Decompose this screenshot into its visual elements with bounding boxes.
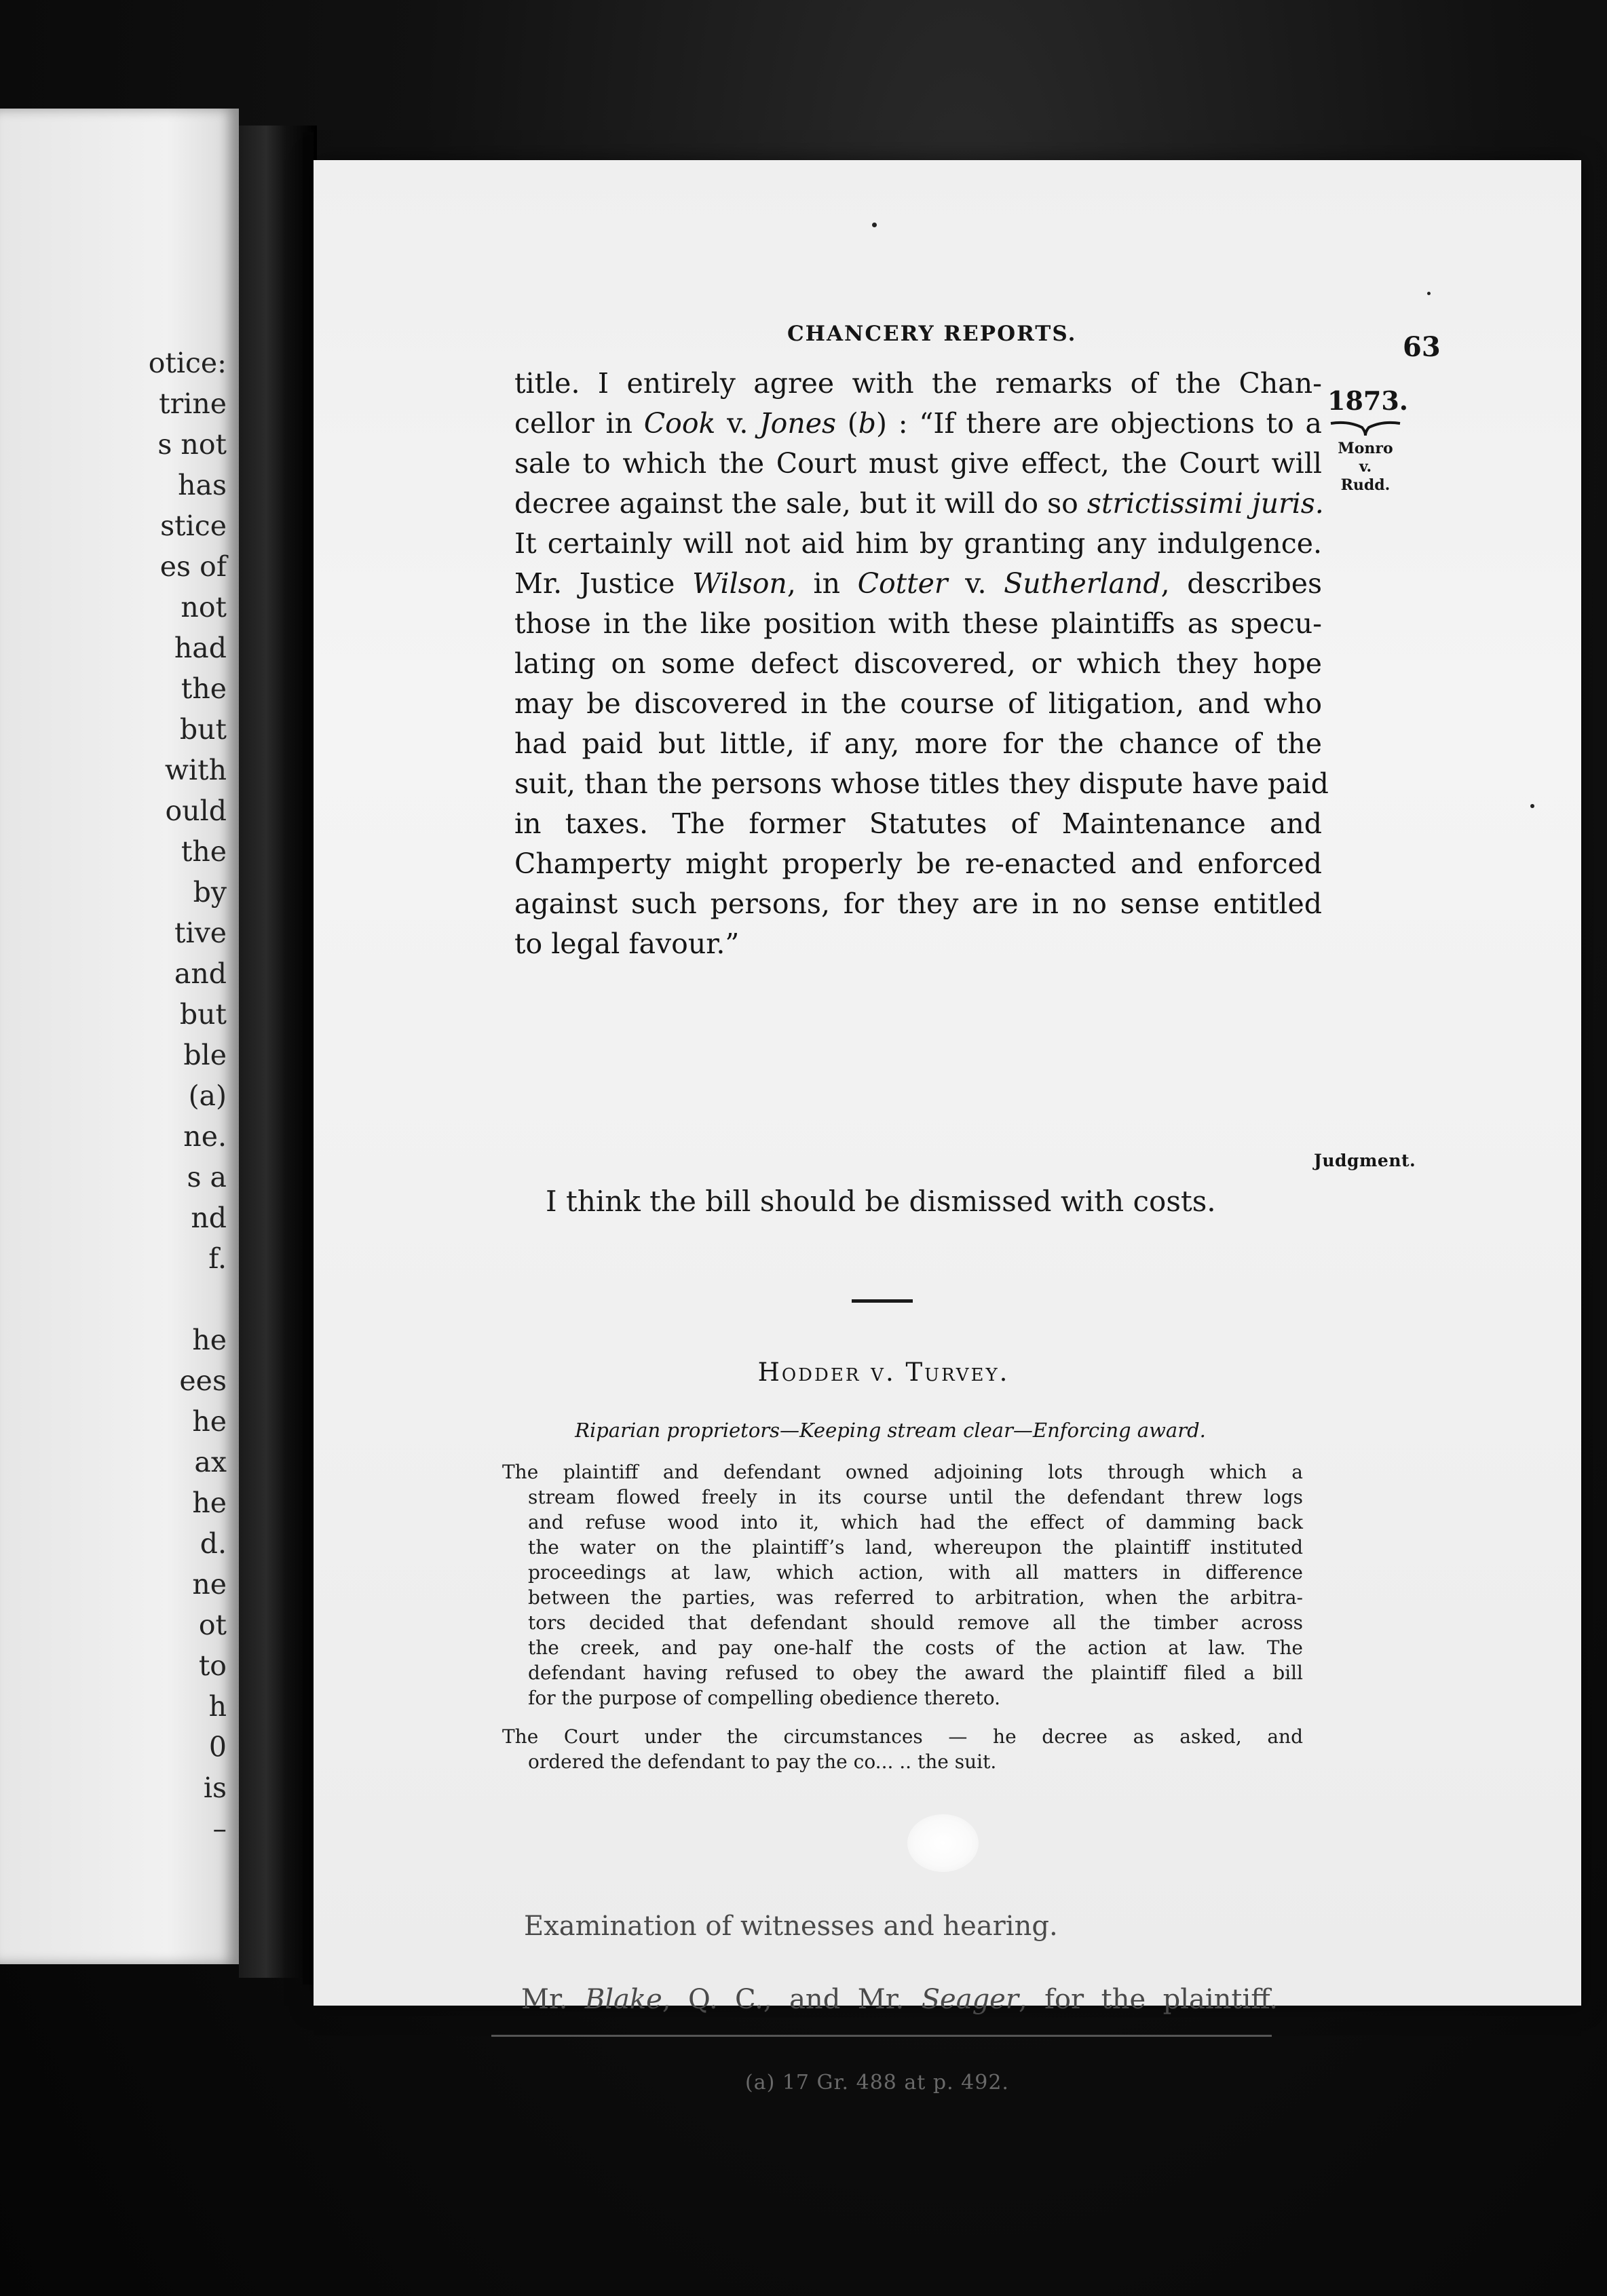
text-run: ) : “If there are objections to a bbox=[876, 407, 1322, 440]
previous-page-line: d. bbox=[200, 1527, 227, 1560]
italic-run: strictissimi juris. bbox=[1086, 487, 1324, 520]
judgment-line bbox=[514, 524, 1322, 564]
previous-page-line: he bbox=[192, 1405, 227, 1438]
text-run: , describes bbox=[1160, 567, 1323, 600]
margin-caption-line: Monro bbox=[1338, 440, 1393, 457]
judgment-line bbox=[514, 604, 1322, 644]
headnote-line: ordered the defendant to pay the co... .. the suit. bbox=[528, 1750, 997, 1773]
footnote-rule bbox=[491, 2035, 1272, 2037]
judgment-closing: I think the bill should be dismissed with costs. bbox=[546, 1185, 1216, 1218]
headnote-line: the creek, and pay one-half the costs of the action at law. The bbox=[528, 1637, 1303, 1659]
judgment-line bbox=[514, 644, 1322, 684]
judgment-line bbox=[514, 844, 1322, 884]
footnote: (a) 17 Gr. 488 at p. 492. bbox=[745, 2071, 1009, 2094]
text-run: decree against the sale, but it will do so bbox=[514, 487, 1087, 520]
headnote bbox=[502, 1459, 1303, 1774]
margin-brace-icon bbox=[1328, 419, 1403, 438]
text-run: may be discovered in the course of litigation, and who bbox=[514, 687, 1322, 720]
previous-page-line: to bbox=[198, 1649, 227, 1682]
text-run: v. bbox=[947, 567, 1004, 600]
previous-page-line: stice bbox=[160, 510, 227, 542]
previous-page-fragment bbox=[0, 109, 239, 1964]
running-head: CHANCERY REPORTS. bbox=[787, 322, 1077, 346]
judgment-line bbox=[514, 804, 1322, 844]
previous-page-line: had bbox=[174, 632, 227, 664]
judgment-line bbox=[514, 564, 1322, 604]
previous-page-line: s not bbox=[157, 428, 227, 461]
italic-run: Jones bbox=[759, 407, 837, 440]
judgment-line bbox=[514, 364, 1322, 404]
text-run: It certainly will not aid him by granting any indulgence. bbox=[514, 527, 1322, 560]
judgment-text bbox=[514, 364, 1329, 964]
italic-run: Wilson bbox=[692, 567, 787, 600]
headnote-line: The plaintiff and defendant owned adjoining lots through which a bbox=[502, 1461, 1303, 1483]
previous-page-line: the bbox=[181, 835, 227, 868]
previous-page-line: tive bbox=[174, 917, 227, 949]
scan-speck bbox=[872, 223, 877, 227]
headnote-line: the water on the plaintiff’s land, whereupon the plaintiff instituted bbox=[528, 1536, 1303, 1558]
previous-page-line: 0 bbox=[208, 1731, 227, 1763]
italic-run: Cotter bbox=[857, 567, 948, 600]
counsel-line bbox=[521, 1984, 1278, 2015]
scan-speck bbox=[1427, 292, 1431, 295]
text-run: lating on some defect discovered, or which they hope bbox=[514, 647, 1322, 680]
previous-page-line: f. bbox=[208, 1242, 227, 1275]
previous-page-line: the bbox=[181, 672, 227, 705]
previous-page-line: by bbox=[193, 876, 227, 908]
margin-caption-line: v. bbox=[1359, 458, 1372, 476]
previous-page-line: with bbox=[164, 754, 227, 786]
counsel-middle: , Q. C., and Mr. bbox=[662, 1984, 922, 2015]
examination-line: Examination of witnesses and hearing. bbox=[524, 1911, 1058, 1942]
counsel-name: Blake bbox=[584, 1984, 662, 2015]
margin-caption-line: Rudd. bbox=[1340, 476, 1391, 494]
previous-page-line: ne. bbox=[183, 1120, 227, 1153]
italic-run: b bbox=[858, 407, 877, 440]
previous-page-line: has bbox=[178, 469, 227, 501]
judgment-line bbox=[514, 924, 1322, 964]
previous-page-line: is bbox=[203, 1772, 227, 1804]
book-page bbox=[314, 160, 1581, 2094]
text-run: , in bbox=[787, 567, 858, 600]
previous-page-line: he bbox=[192, 1324, 227, 1356]
case-subtitle: Riparian proprietors—Keeping stream clear—Enforcing award. bbox=[575, 1419, 1206, 1442]
italic-run: Cook bbox=[643, 407, 716, 440]
previous-page-line: ble bbox=[183, 1039, 227, 1071]
previous-page-line: ne bbox=[192, 1568, 227, 1601]
previous-page-line: trine bbox=[159, 387, 227, 420]
previous-page-line: s a bbox=[187, 1161, 227, 1193]
previous-page-line: h bbox=[208, 1690, 227, 1723]
margin-judgment-note: Judgment. bbox=[1314, 1151, 1416, 1170]
judgment-line bbox=[514, 404, 1322, 444]
previous-page-text bbox=[149, 343, 227, 1849]
text-run: those in the like position with these plaintiffs as specu- bbox=[514, 607, 1322, 640]
counsel-suffix: , for the plaintiff. bbox=[1018, 1984, 1278, 2015]
text-run: Champerty might properly be re-enacted and enforced bbox=[514, 847, 1322, 880]
previous-page-line: ot bbox=[198, 1609, 227, 1641]
case-separator-rule bbox=[852, 1299, 913, 1303]
previous-page-line: nd bbox=[191, 1202, 227, 1234]
margin-case-caption bbox=[1331, 440, 1399, 495]
text-run: had paid but little, if any, more for the chance of the bbox=[514, 727, 1322, 760]
judgment-line bbox=[514, 764, 1329, 804]
previous-page-line: he bbox=[192, 1487, 227, 1519]
text-run: in taxes. The former Statutes of Maintenance and bbox=[514, 807, 1322, 840]
headnote-line: The Court under the circumstances — he decree as asked, and bbox=[502, 1725, 1303, 1748]
text-run: Mr. Justice bbox=[514, 567, 693, 600]
text-run: ( bbox=[836, 407, 858, 440]
headnote-line: tors decided that defendant should remove all the timber across bbox=[528, 1611, 1303, 1634]
previous-page-line: ees bbox=[179, 1364, 227, 1397]
case-title: Hodder v. Turvey. bbox=[757, 1358, 1010, 1387]
headnote-line: between the parties, was referred to arbitration, when the arbitra- bbox=[528, 1586, 1303, 1609]
previous-page-line: but bbox=[179, 998, 227, 1031]
previous-page-line: otice: bbox=[148, 347, 227, 379]
counsel-name: Seager bbox=[921, 1984, 1019, 2015]
judgment-line bbox=[514, 444, 1322, 484]
italic-run: Sutherland bbox=[1004, 567, 1161, 600]
headnote-line: stream flowed freely in its course until the defendant threw logs bbox=[528, 1486, 1303, 1508]
headnote-line: proceedings at law, which action, with all matters in difference bbox=[528, 1561, 1303, 1584]
text-run: title. I entirely agree with the remarks of the Chan- bbox=[514, 367, 1322, 400]
judgment-line bbox=[514, 684, 1322, 724]
previous-page-line: (a) bbox=[188, 1079, 227, 1112]
text-run: against such persons, for they are in no sense entitled bbox=[514, 887, 1322, 920]
previous-page-line: ould bbox=[165, 795, 227, 827]
previous-page-line: but bbox=[179, 713, 227, 746]
text-run: suit, than the persons whose titles they dispute have paid bbox=[514, 767, 1329, 800]
text-run: to legal favour.” bbox=[514, 927, 740, 960]
paragraph-gap bbox=[502, 1710, 1303, 1724]
headnote-line: and refuse wood into it, which had the effect of damming back bbox=[528, 1511, 1303, 1533]
ink-blot bbox=[907, 1814, 979, 1872]
text-run: sale to which the Court must give effect, the Court will bbox=[514, 447, 1322, 480]
scan-speck bbox=[1530, 804, 1534, 808]
previous-page-line: – bbox=[212, 1812, 227, 1845]
gutter-shadow bbox=[303, 132, 314, 1985]
counsel-prefix: Mr. bbox=[521, 1984, 585, 2015]
judgment-line bbox=[514, 724, 1322, 764]
text-run: cellor in bbox=[514, 407, 644, 440]
text-run: v. bbox=[715, 407, 760, 440]
previous-page-line bbox=[149, 1279, 227, 1320]
scan-speck bbox=[847, 7, 851, 11]
judgment-line bbox=[514, 884, 1322, 924]
judgment-line bbox=[514, 484, 1322, 524]
previous-page-line: ax bbox=[194, 1446, 227, 1478]
headnote-line: defendant having refused to obey the award the plaintiff filed a bill bbox=[528, 1662, 1303, 1684]
previous-page-line: not bbox=[181, 591, 227, 624]
page-number: 63 bbox=[1403, 331, 1441, 363]
previous-page-line: es of bbox=[159, 550, 227, 583]
previous-page-line: and bbox=[174, 957, 227, 990]
headnote-line: for the purpose of compelling obedience thereto. bbox=[528, 1687, 1000, 1709]
margin-year: 1873. bbox=[1327, 385, 1408, 416]
